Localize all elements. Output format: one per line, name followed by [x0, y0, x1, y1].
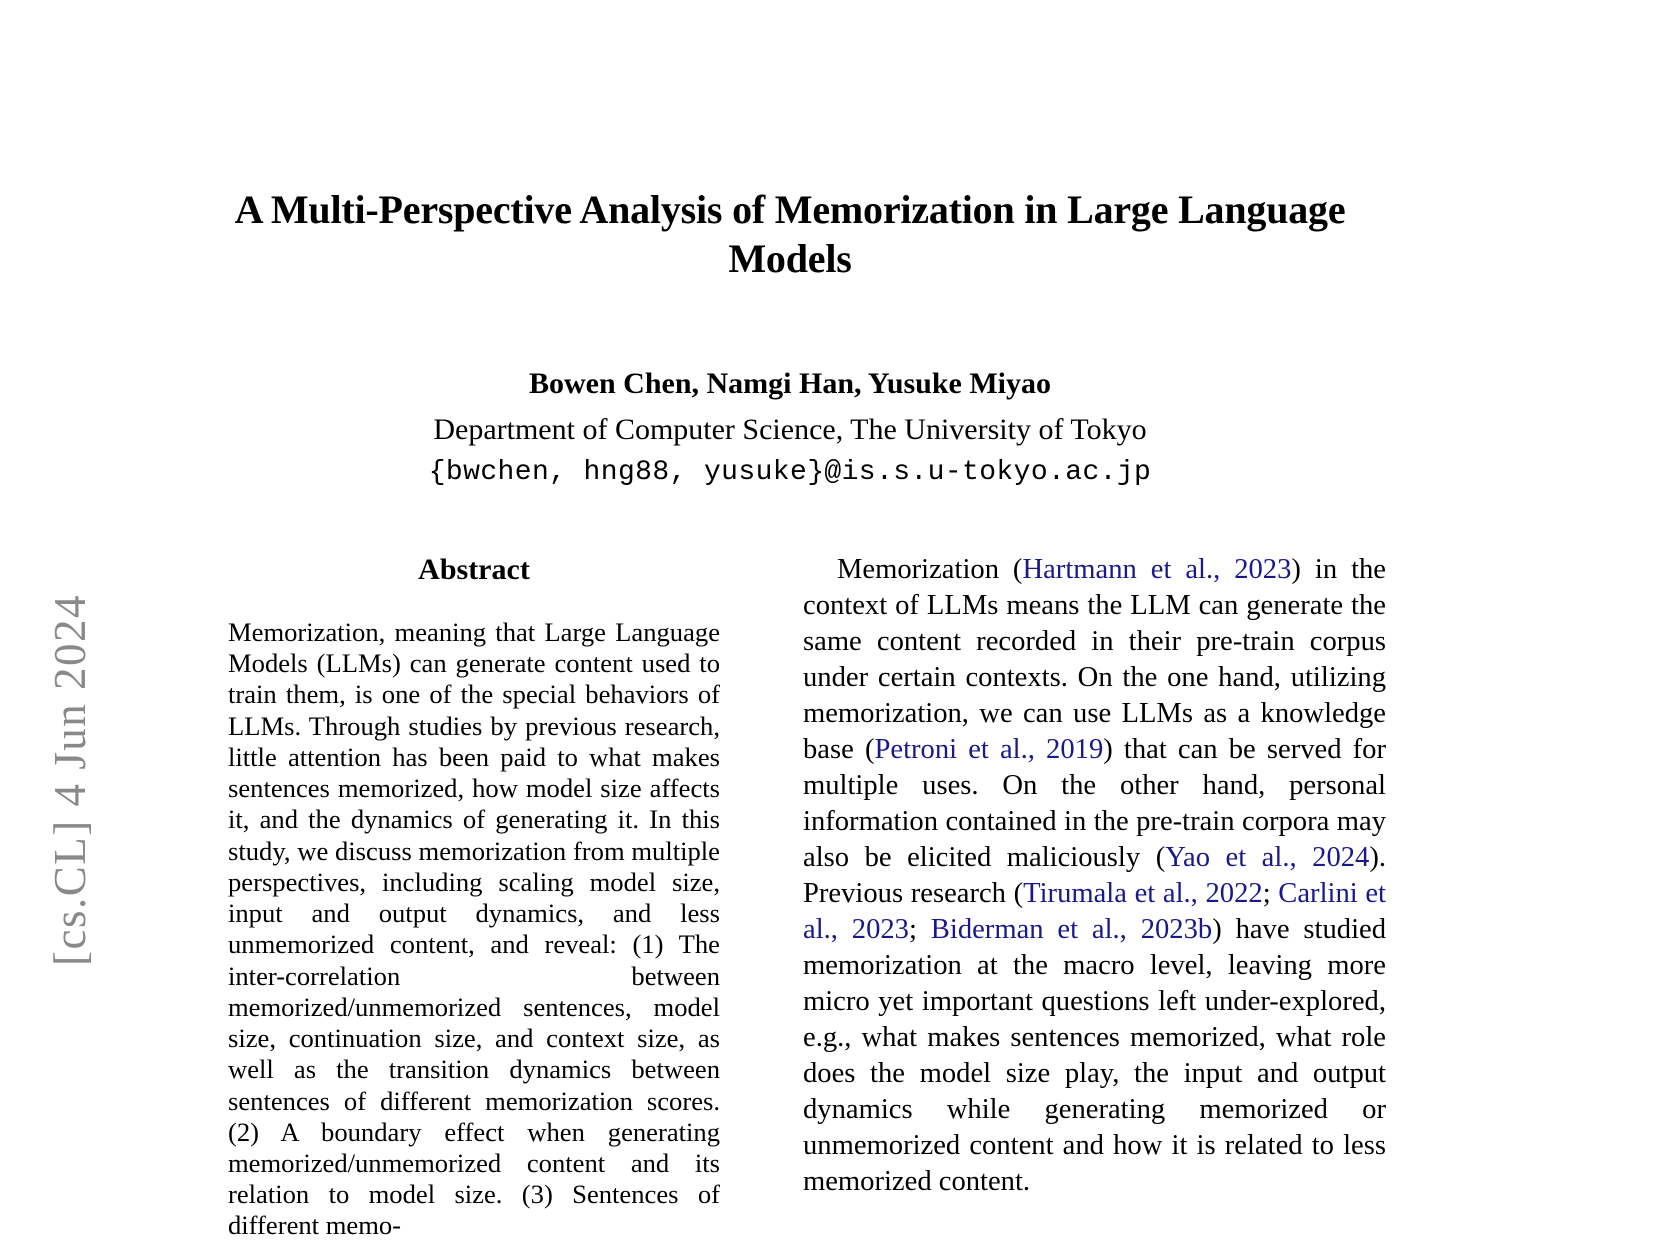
two-column-body [0, 552, 1654, 1252]
body-text-run: ) have studied memorization at the macro level, leaving more micro yet important questions left under-explored, e.g., what makes sentences memorized, what role does the model size play, the input and output dynamics while generating memorized or unmemorized content and how it is related to less memorized content. [803, 914, 1386, 1198]
body-text-run: Memorization ( [837, 554, 1023, 585]
introduction-body-text [803, 552, 1386, 1200]
title-block [170, 186, 1410, 491]
abstract-heading: Abstract [418, 553, 530, 586]
citation-link[interactable]: Carlini et al., 2023 [803, 878, 1386, 946]
arxiv-vertical-stamp: [cs.CL] 4 Jun 2024 [45, 594, 95, 966]
email-line: {bwchen, hng88, yusuke}@is.s.u-tokyo.ac.jp [428, 456, 1152, 488]
page-title: A Multi-Perspective Analysis of Memorization in Large Language Models [234, 187, 1346, 281]
body-text-run: ) that can be served for multiple uses. On the other hand, personal information contained in the pre-train corpora may also be elicited maliciously ( [803, 734, 1386, 874]
author-list: Bowen Chen, Namgi Han, Yusuke Miyao [528, 366, 1052, 400]
citation-link[interactable]: Yao et al., 2024 [1165, 842, 1370, 874]
affiliation-line: Department of Computer Science, The University of Tokyo [433, 412, 1147, 446]
citation-link[interactable]: Petroni et al., 2019 [874, 734, 1104, 766]
body-text-run: ). Previous research ( [803, 842, 1386, 910]
citation-link[interactable]: Tirumala et al., 2022 [1023, 878, 1263, 910]
introduction-column [803, 552, 1386, 1252]
body-text-run: ) in the context of LLMs means the LLM can generate the same content recorded in their pre-train corpus under certain contexts. On the one hand, utilizing memorization, we can use LLMs as a knowledge base ( [803, 554, 1386, 766]
abstract-column [228, 552, 720, 1252]
abstract-body-text: Memorization, meaning that Large Language Models (LLMs) can generate content used to train them, is one of the special behaviors of LLMs. Through studies by previous research, little attention has been paid to what makes sentences memorized, how model size affects it, and the dynamics of generating it. In this study, we discuss memorization from multiple perspectives, including scaling model size, input and output dynamics, and less unmemorized content, and reveal: (1) The inter-correlation between memorized/unmemorized sentences, model size, continuation size, and context size, as well as the transition dynamics between sentences of different memorization scores. (2) A boundary effect when generating memorized/unmemorized content and its relation to model size. (3) Sentences of different memo- [228, 617, 720, 1241]
body-text-run: ; [908, 914, 931, 946]
body-text-run: ; [1262, 878, 1279, 910]
citation-link[interactable]: Biderman et al., 2023b [930, 914, 1213, 946]
citation-link[interactable]: Hartmann et al., 2023 [1022, 554, 1292, 585]
